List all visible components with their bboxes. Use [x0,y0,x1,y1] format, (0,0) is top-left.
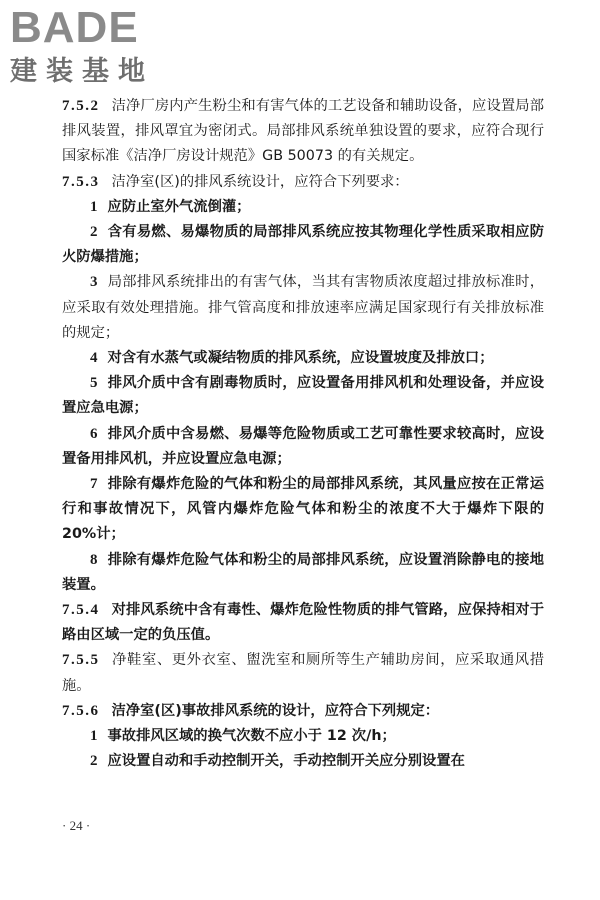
clause-7-5-4 [62,598,544,648]
clause-text: 洁净厂房内产生粉尘和有害气体的工艺设备和辅助设备，应设置局部排风装置，排风罩宜为密闭式。局部排风系统单独设置的要求，应符合现行国家标准《洁净厂房设计规范》GB 50073 的有关规定。 [62,98,544,165]
clause-number: 7.5.3 [62,173,100,190]
list-item [62,472,544,548]
list-item [62,548,544,598]
list-item [62,749,544,774]
logo-mark: BADE [10,3,139,52]
page-number: · 24 · [62,818,91,833]
list-item [62,195,544,220]
clause-text: 对排风系统中含有毒性、爆炸危险性物质的排气管路，应保持相对于路由区域一定的负压值。 [62,602,544,644]
item-text: 含有易燃、易爆物质的局部排风系统应按其物理化学性质采取相应防火防爆措施； [62,224,544,266]
list-item [62,346,544,371]
item-number: 7 [90,476,98,493]
item-number: 8 [90,551,98,568]
item-number: 4 [90,350,98,367]
clause-text: 洁净室(区)事故排风系统的设计，应符合下列规定： [111,702,440,719]
item-number: 1 [90,728,98,745]
item-number: 1 [90,198,98,215]
item-text: 排风介质中含易燃、易爆等危险物质或工艺可靠性要求较高时，应设置备用排风机，并应设置应急电源； [62,425,544,467]
clause-number: 7.5.5 [62,652,100,669]
clause-text: 净鞋室、更外衣室、盥洗室和厕所等生产辅助房间，应采取通风措施。 [62,652,544,694]
clause-text: 洁净室(区)的排风系统设计，应符合下列要求： [111,173,409,190]
item-text: 应设置自动和手动控制开关，手动控制开关应分别设置在 [107,753,465,770]
logo-subtitle: 建装基地 [10,56,154,87]
list-item [62,724,544,749]
item-text: 排除有爆炸危险的气体和粉尘的局部排风系统，其风量应按在正常运行和事故情况下，风管内爆炸危险气体和粉尘的浓度不大于爆炸下限的 20%计； [62,476,544,543]
list-item [62,422,544,472]
list-item [62,220,544,270]
list-item [62,371,544,421]
item-text: 排风介质中含有剧毒物质时，应设置备用排风机和处理设备，并应设置应急电源； [62,375,544,417]
list-item [62,270,544,346]
item-text: 对含有水蒸气或凝结物质的排风系统，应设置坡度及排放口； [107,350,494,367]
clause-number: 7.5.6 [62,702,100,719]
clause-7-5-5 [62,648,544,698]
clause-number: 7.5.4 [62,602,100,619]
item-text: 事故排风区域的换气次数不应小于 12 次/h； [107,728,396,745]
clause-7-5-6 [62,699,544,724]
item-number: 3 [90,274,98,291]
clause-7-5-2 [62,94,544,170]
document-body [62,94,544,774]
item-number: 6 [90,425,98,442]
item-text: 排除有爆炸危险气体和粉尘的局部排风系统，应设置消除静电的接地装置。 [62,551,544,593]
item-text: 应防止室外气流倒灌； [107,198,251,215]
item-number: 2 [90,224,98,241]
item-number: 2 [90,753,98,770]
logo [10,4,180,88]
clause-7-5-3 [62,170,544,195]
item-text: 局部排风系统排出的有害气体，当其有害物质浓度超过排放标准时，应采取有效处理措施。排气管高度和排放速率应满足国家现行有关排放标准的规定； [62,274,544,341]
clause-number: 7.5.2 [62,98,100,114]
item-number: 5 [90,375,98,392]
